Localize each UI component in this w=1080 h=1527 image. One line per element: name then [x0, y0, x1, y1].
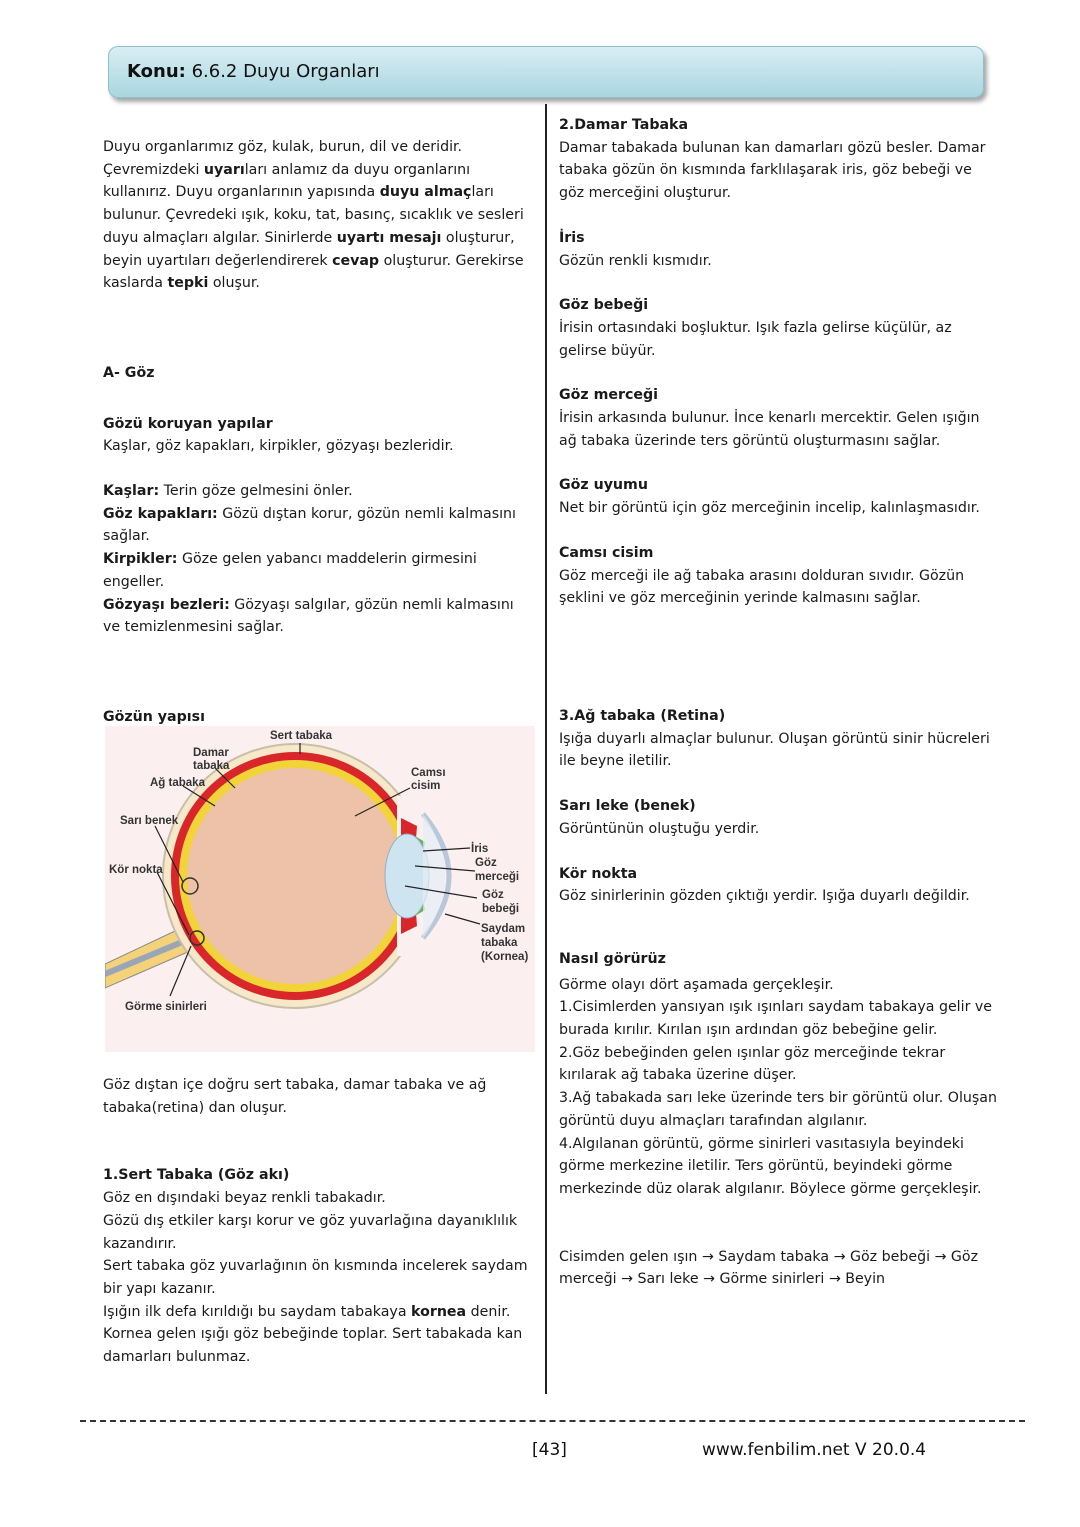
sert-line-2: Gözü dış etkiler karşı korur ve göz yuvarlağına dayanıklılık kazandırır.: [103, 1212, 518, 1252]
kornea-bold: kornea: [411, 1303, 467, 1320]
label-cornea-1: Saydam: [481, 923, 526, 935]
label-choroid-1: Damar: [193, 747, 229, 759]
right-column-lower: [559, 705, 999, 1291]
sert-line-1: Göz en dışındaki beyaz renkli tabakadır.: [103, 1190, 386, 1207]
intro-run-5: uyartı mesajı: [336, 229, 442, 246]
pupil-text: İrisin ortasındaki boşluktur. Işık fazla gelirse küçülür, az gelirse büyür.: [559, 319, 952, 359]
label-yellow-spot: Sarı benek: [120, 815, 179, 827]
intro-run-2: ları anlamız da duyu organlarını kullanırız. Duyu organlarının yapısında: [103, 161, 471, 201]
intro-run-4: ları bulunur. Çevredeki ışık, koku, tat, basınç, sıcaklık ve sesleri duyu almaçları algılar. Sinirlerde: [103, 184, 524, 246]
protect-item-text: Gözyaşı salgılar, gözün nemli kalmasını ve temizlenmesini sağlar.: [103, 596, 514, 636]
label-cornea-2: tabaka: [481, 937, 518, 949]
intro-run-3: duyu almaç: [379, 184, 472, 201]
blind-spot-text: Göz sinirlerinin gözden çıktığı yerdir. Işığa duyarlı değildir.: [559, 888, 970, 905]
iris-text: Gözün renkli kısmıdır.: [559, 252, 712, 269]
intro-run-0: Duyu organlarımız göz, kulak, burun, dil ve deridir. Çevremizdeki: [103, 139, 463, 178]
how-we-see-line-4: 3.Ağ tabakada sarı leke üzerinde ters bir görüntü olur. Oluşan görüntü duyu almaçları tarafından algılanır.: [559, 1090, 997, 1129]
how-we-see-line-3: 2.Göz bebeğinden gelen ışınlar göz merceğinde tekrar kırılarak ağ tabaka üzerine düşer.: [559, 1044, 946, 1084]
protect-item: [103, 548, 533, 593]
lens: [385, 834, 429, 918]
vitreous-body: [187, 768, 403, 984]
protect-items: [103, 480, 533, 639]
pupil-title: Göz bebeği: [559, 297, 649, 314]
intro-run-6: oluşturur, beyin uyartıları değerlendirerek: [103, 229, 515, 269]
intro-run-10: oluşur.: [208, 275, 260, 292]
intro-run-9: tepki: [167, 275, 209, 292]
footer-divider: [80, 1420, 1025, 1422]
vitreous-text: Göz merceği ile ağ tabaka arasını dolduran sıvıdır. Gözün şeklini ve göz merceğinin yerinde kalmasını sağlar.: [559, 567, 965, 607]
kornea-post: denir. Kornea gelen ışığı göz bebeğinde toplar. Sert tabakada kan damarları bulunmaz.: [103, 1303, 523, 1366]
iris-title: İris: [559, 229, 585, 246]
damar-title: 2.Damar Tabaka: [559, 117, 689, 133]
protect-item: [103, 594, 533, 639]
page-number: [43]: [532, 1440, 567, 1460]
label-vitreous-1: Camsı: [411, 767, 446, 779]
section-a-title: A- Göz: [103, 364, 155, 381]
protect-item-label: Kaşlar:: [103, 483, 160, 500]
topic-title: [127, 61, 380, 82]
how-we-see-line-1: Görme olayı dört aşamada gerçekleşir.: [559, 976, 834, 993]
protect-item-text: Göze gelen yabancı maddelerin girmesini engeller.: [103, 551, 477, 590]
eye-diagram: [105, 726, 535, 1052]
protect-item-text: Gözü dıştan korur, gözün nemli kalmasını sağlar.: [103, 505, 516, 545]
structure-title: Gözün yapısı: [103, 708, 205, 725]
how-we-see-title: Nasıl görürüz: [559, 950, 666, 967]
label-lens-2: merceği: [475, 871, 520, 883]
intro-run-7: cevap: [332, 252, 380, 269]
label-cornea-3: (Kornea): [481, 951, 529, 963]
how-we-see-line-2: 1.Cisimlerden yansıyan ışık ışınları saydam tabakaya gelir ve burada kırılır. Kırılan ışın ardından göz bebeğine gelir.: [559, 999, 993, 1039]
protect-item-label: Gözyaşı bezleri:: [103, 596, 230, 613]
topic-prefix: Konu:: [127, 61, 186, 82]
label-sclera: Sert tabaka: [270, 730, 333, 742]
topic-header: [108, 46, 984, 98]
light-path-text: Cisimden gelen ışın → Saydam tabaka → Göz bebeği → Göz merceği → Sarı leke → Görme sinirleri → Beyin: [559, 1248, 979, 1288]
protect-text: Kaşlar, göz kapakları, kirpikler, gözyaşı bezleridir.: [103, 438, 454, 455]
how-we-see-line-5: 4.Algılanan görüntü, görme sinirleri vasıtasıyla beyindeki görme merkezine iletilir. Ters görüntü, beyindeki görme merkezinde düz olarak algılanır. Böylece görme gerçekleşir.: [559, 1135, 982, 1197]
protect-item-label: Kirpikler:: [103, 551, 178, 568]
protect-item-label: Göz kapakları:: [103, 505, 218, 522]
column-divider: [545, 104, 547, 1394]
yellow-spot-text: Görüntünün oluştuğu yerdir.: [559, 820, 760, 837]
left-column-lower: [103, 1074, 533, 1369]
topic-name: 6.6.2 Duyu Organları: [191, 61, 380, 82]
intro-run-8: oluşturur. Gerekirse kaslarda: [103, 252, 524, 292]
kornea-text: [103, 1301, 533, 1369]
protect-item: [103, 480, 533, 503]
protect-title: Gözü koruyan yapılar: [103, 415, 273, 432]
label-pupil-1: Göz: [482, 889, 504, 901]
yellow-spot-title: Sarı leke (benek): [559, 798, 696, 815]
damar-text: Damar tabakada bulunan kan damarları gözü besler. Damar tabaka gözün ön kısmında farklılaşarak iris, göz bebeği ve göz merceğini oluşturur.: [559, 139, 986, 202]
retina-text: Işığa duyarlı almaçlar bulunur. Oluşan görüntü sinir hücreleri ile beyne iletilir.: [559, 730, 990, 770]
label-optic-nerves: Görme sinirleri: [125, 1001, 207, 1013]
label-vitreous-2: cisim: [411, 780, 441, 792]
lens-title: Göz merceği: [559, 387, 659, 404]
accommodation-title: Göz uyumu: [559, 477, 648, 494]
right-column: [559, 114, 999, 610]
label-pupil-2: bebeği: [482, 903, 520, 915]
lens-text: İrisin arkasında bulunur. İnce kenarlı mercektir. Gelen ışığın ağ tabaka üzerinde ters görüntü oluşturmasını sağlar.: [559, 410, 980, 449]
layers-text: Göz dıştan içe doğru sert tabaka, damar tabaka ve ağ tabaka(retina) dan oluşur.: [103, 1077, 487, 1116]
label-retina: Ağ tabaka: [150, 777, 205, 789]
label-iris: İris: [471, 843, 489, 855]
accommodation-text: Net bir görüntü için göz merceğinin incelip, kalınlaşmasıdır.: [559, 500, 980, 517]
blind-spot-title: Kör nokta: [559, 865, 638, 882]
left-column: [103, 136, 533, 729]
intro-run-1: uyarı: [203, 161, 245, 178]
label-blind-spot: Kör nokta: [109, 864, 163, 876]
retina-title: 3.Ağ tabaka (Retina): [559, 708, 726, 724]
sert-title: 1.Sert Tabaka (Göz akı): [103, 1167, 290, 1184]
label-lens-1: Göz: [475, 857, 497, 869]
label-choroid-2: tabaka: [193, 760, 230, 772]
protect-item: [103, 503, 533, 548]
intro-paragraph: [103, 136, 533, 295]
vitreous-title: Camsı cisim: [559, 544, 654, 561]
eye-diagram-svg: [105, 726, 535, 1052]
kornea-pre: Işığın ilk defa kırıldığı bu saydam tabakaya: [103, 1303, 412, 1320]
protect-item-text: Terin göze gelmesini önler.: [159, 483, 353, 500]
sert-line-3: Sert tabaka göz yuvarlağının ön kısmında incelerek saydam bir yapı kazanır.: [103, 1258, 528, 1297]
site-credit: www.fenbilim.net V 20.0.4: [702, 1440, 927, 1460]
